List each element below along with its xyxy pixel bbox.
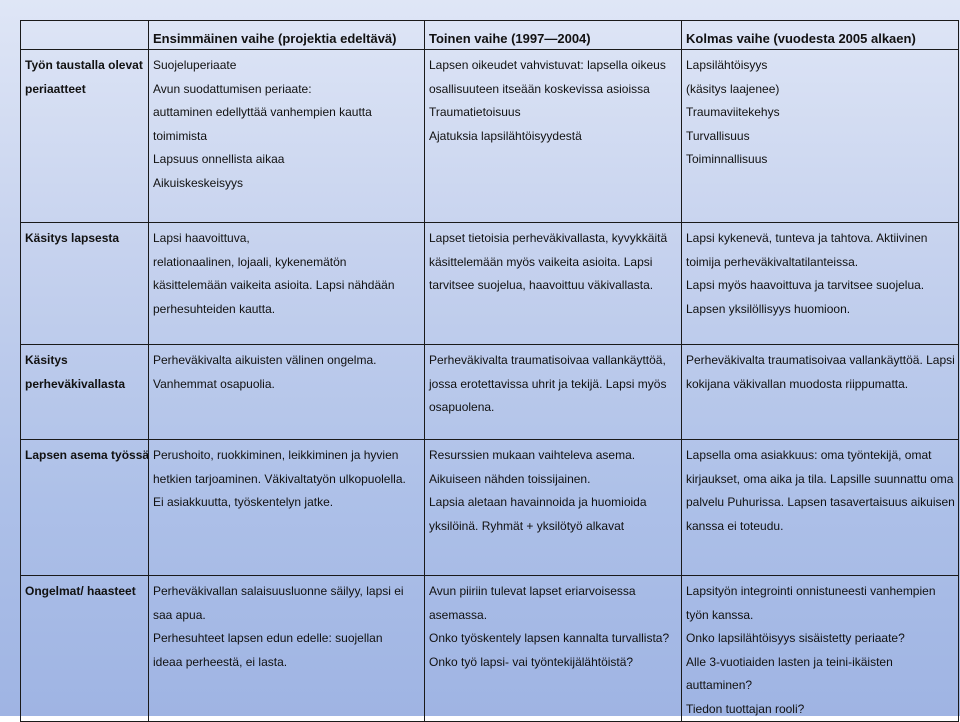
- cell-line: Avun suodattumisen periaate:: [153, 81, 312, 96]
- phase-3-cell: [682, 576, 959, 722]
- cell-line: Lapsuus onnellista aikaa: [153, 152, 285, 166]
- row-label-cell: [21, 50, 149, 223]
- phase-1-cell: [149, 345, 425, 440]
- row-label-cell: [21, 345, 149, 440]
- row-label-line: Käsitys lapsesta: [25, 231, 120, 245]
- table-row: [21, 50, 959, 223]
- phase-2-cell: [425, 223, 682, 345]
- row-label-line: Lapsen asema työssä: [25, 448, 150, 462]
- cell-line: Onko lapsilähtöisyys sisäistetty periaate?: [686, 631, 905, 645]
- cell-line: Perushoito, ruokkiminen, leikkiminen ja hyvien: [153, 448, 399, 462]
- cell-line: palvelu Puhurissa. Lapsen tasavertaisuus aikuisen: [686, 495, 955, 509]
- cell-line: Onko työskentely lapsen kannalta turvallista?: [429, 631, 670, 645]
- cell-line: Lapsilähtöisyys: [686, 58, 768, 72]
- row-label-line: Ongelmat/ haasteet: [25, 584, 136, 598]
- row-label-cell: [21, 223, 149, 345]
- cell-line: perhesuhteiden kautta.: [153, 301, 276, 316]
- cell-line: tarvitsee suojelua, haavoittuu väkivallasta.: [429, 278, 654, 292]
- cell-line: Perheväkivalta traumatisoivaa vallankäyttöä,: [429, 353, 666, 367]
- cell-line: Traumatietoisuus: [429, 105, 521, 119]
- cell-line: relationaalinen, lojaali, kykenemätön: [153, 254, 347, 269]
- cell-line: Perheväkivalta aikuisten välinen ongelma.: [153, 353, 377, 367]
- table-row: [21, 440, 959, 576]
- cell-line: ideaa perheestä, ei lasta.: [153, 654, 288, 669]
- cell-line: Ei asiakkuutta, työskentelyn jatke.: [153, 495, 334, 509]
- cell-line: toimija perheväkivaltatilanteissa.: [686, 254, 859, 269]
- cell-line: Perheväkivalta traumatisoivaa vallankäyttöä. Lapsi: [686, 353, 955, 367]
- cell-line: (käsitys laajenee): [686, 81, 780, 96]
- header-corner: [21, 21, 149, 50]
- cell-line: Lapsia aletaan havainnoida ja huomioida: [429, 495, 647, 509]
- cell-line: toimimista: [153, 128, 208, 143]
- phase-1-cell: [149, 50, 425, 223]
- phase-1-cell: [149, 576, 425, 722]
- cell-line: Lapsen yksilöllisyys huomioon.: [686, 301, 851, 316]
- cell-line: Alle 3-vuotiaiden lasten ja teini-ikäisten: [686, 654, 893, 669]
- cell-line: Tiedon tuottajan rooli?: [686, 701, 805, 716]
- cell-line: kokijana väkivallan muodosta riippumatta.: [686, 376, 909, 391]
- cell-line: Lapset tietoisia perheväkivallasta, kyvykkäitä: [429, 231, 668, 245]
- header-phase-1: Ensimmäinen vaihe (projektia edeltävä): [149, 21, 425, 50]
- row-label-line: perheväkivallasta: [25, 376, 126, 391]
- cell-line: yksilöinä. Ryhmät + yksilötyö alkavat: [429, 518, 625, 533]
- cell-line: kirjaukset, oma aika ja tila. Lapsille suunnattu oma: [686, 471, 954, 486]
- cell-line: Vanhemmat osapuolia.: [153, 376, 275, 391]
- phase-1-cell: [149, 223, 425, 345]
- header-phase-3: Kolmas vaihe (vuodesta 2005 alkaen): [682, 21, 959, 50]
- cell-line: Avun piiriin tulevat lapset eriarvoisessa: [429, 584, 636, 598]
- cell-line: saa apua.: [153, 607, 206, 622]
- cell-line: Lapsen oikeudet vahvistuvat: lapsella oikeus: [429, 58, 666, 72]
- cell-line: Toiminnallisuus: [686, 152, 768, 166]
- cell-line: Lapsi kykenevä, tunteva ja tahtova. Aktiivinen: [686, 231, 928, 245]
- phase-3-cell: [682, 440, 959, 576]
- phase-2-cell: [425, 345, 682, 440]
- table-row: [21, 223, 959, 345]
- cell-line: hetkien tarjoaminen. Väkivaltatyön ulkopuolella.: [153, 471, 406, 486]
- table-row: [21, 576, 959, 722]
- header-phase-2: Toinen vaihe (1997—2004): [425, 21, 682, 50]
- cell-line: Lapsityön integrointi onnistuneesti vanhempien: [686, 584, 936, 598]
- cell-line: Ajatuksia lapsilähtöisyydestä: [429, 128, 582, 143]
- phase-1-cell: [149, 440, 425, 576]
- header-row: [21, 21, 959, 50]
- phase-3-cell: [682, 345, 959, 440]
- cell-line: osapuolena.: [429, 400, 495, 414]
- cell-line: Aikuiseen nähden toissijainen.: [429, 471, 591, 486]
- cell-line: Perhesuhteet lapsen edun edelle: suojellan: [153, 631, 383, 645]
- cell-line: osallisuuteen itseään koskevissa asioissa: [429, 81, 650, 96]
- cell-line: auttaminen edellyttää vanhempien kautta: [153, 105, 372, 119]
- phase-2-cell: [425, 440, 682, 576]
- row-label-line: periaatteet: [25, 81, 86, 96]
- phase-3-cell: [682, 223, 959, 345]
- cell-line: käsittelemään vaikeita asioita. Lapsi nähdään: [153, 278, 395, 292]
- row-label-line: Käsitys: [25, 353, 68, 367]
- phase-2-cell: [425, 50, 682, 223]
- cell-line: Lapsi haavoittuva,: [153, 231, 250, 245]
- cell-line: kanssa ei toteudu.: [686, 518, 784, 533]
- cell-line: Suojeluperiaate: [153, 58, 237, 72]
- cell-line: Lapsi myös haavoittuva ja tarvitsee suojelua.: [686, 278, 925, 292]
- cell-line: Traumaviitekehys: [686, 105, 780, 119]
- table-row: [21, 345, 959, 440]
- cell-line: Onko työ lapsi- vai työntekijälähtöistä?: [429, 654, 634, 669]
- phases-table: [20, 20, 959, 722]
- cell-line: jossa erotettavissa uhrit ja tekijä. Lapsi myös: [429, 376, 667, 391]
- row-label-cell: [21, 440, 149, 576]
- cell-line: Aikuiskeskeisyys: [153, 175, 244, 190]
- cell-line: käsittelemään myös vaikeita asioita. Lapsi: [429, 254, 653, 269]
- cell-line: auttaminen?: [686, 678, 753, 692]
- phase-3-cell: [682, 50, 959, 223]
- row-label-line: Työn taustalla olevat: [25, 58, 143, 72]
- cell-line: Resurssien mukaan vaihteleva asema.: [429, 448, 636, 462]
- cell-line: työn kanssa.: [686, 607, 754, 622]
- cell-line: Lapsella oma asiakkuus: oma työntekijä, omat: [686, 448, 932, 462]
- cell-line: Turvallisuus: [686, 128, 750, 143]
- phase-2-cell: [425, 576, 682, 722]
- row-label-cell: [21, 576, 149, 722]
- cell-line: Perheväkivallan salaisuusluonne säilyy, lapsi ei: [153, 584, 404, 598]
- cell-line: asemassa.: [429, 607, 488, 622]
